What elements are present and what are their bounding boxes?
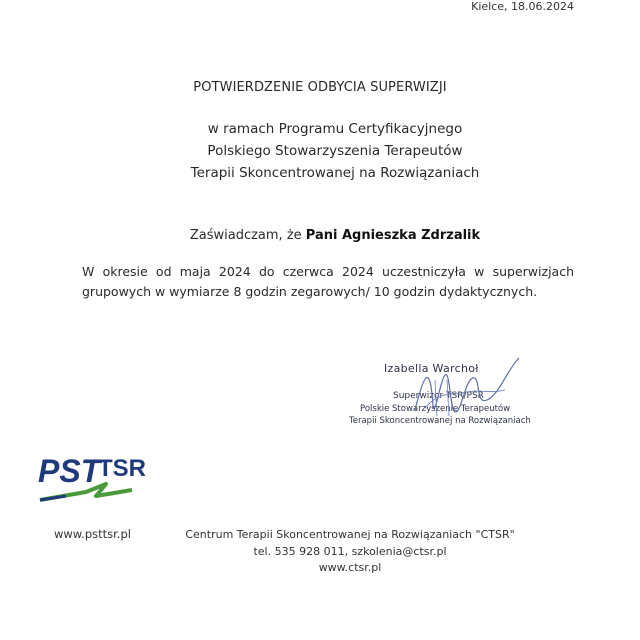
certify-prefix: Zaświadczam, że (189, 228, 306, 243)
program-line: Polskiego Stowarzyszenia Terapeutów (207, 143, 463, 159)
psttsr-website-link: www.psttsr.pl (54, 527, 131, 541)
program-line: Terapii Skoncentrowanej na Rozwiązaniach (190, 165, 480, 181)
ctsr-website-link: www.ctsr.pl (318, 561, 382, 574)
signature-stamp-name: Izabella Warchoł (384, 362, 479, 375)
document-date: Kielce, 18.06.2024 (471, 0, 574, 13)
signature-stamp-org: Terapii Skoncentrowanej na Rozwiązaniach (349, 416, 531, 426)
signature-stamp-org: Polskie Stowarzyszenie Terapeutów (360, 404, 511, 414)
footer-organization: Centrum Terapii Skoncentrowanej na Rozwiązaniach "CTSR" (185, 528, 515, 541)
psttsr-logo (36, 450, 152, 506)
logo-text-left: PST (38, 453, 101, 489)
document-title: POTWIERDZENIE ODBYCIA SUPERWIZJI (193, 80, 447, 95)
body-text-line: W okresie od maja 2024 do czerwca 2024 uczestniczyła w superwizjach (82, 264, 574, 279)
participant-name: Pani Agnieszka Zdrzalik (305, 228, 481, 243)
signature-stamp-role: Superwizor TSR/PSR (393, 391, 484, 401)
program-line: w ramach Programu Certyfikacyjnego (207, 121, 463, 137)
body-text-line: grupowych w wymiarze 8 godzin zegarowych/ 10 godzin dydaktycznych. (82, 284, 538, 299)
certification-statement (0, 228, 640, 243)
handwritten-signature (395, 350, 535, 430)
logo-text-right: TSR (98, 455, 146, 482)
footer-contact: tel. 535 928 011, szkolenia@ctsr.pl (253, 545, 447, 558)
